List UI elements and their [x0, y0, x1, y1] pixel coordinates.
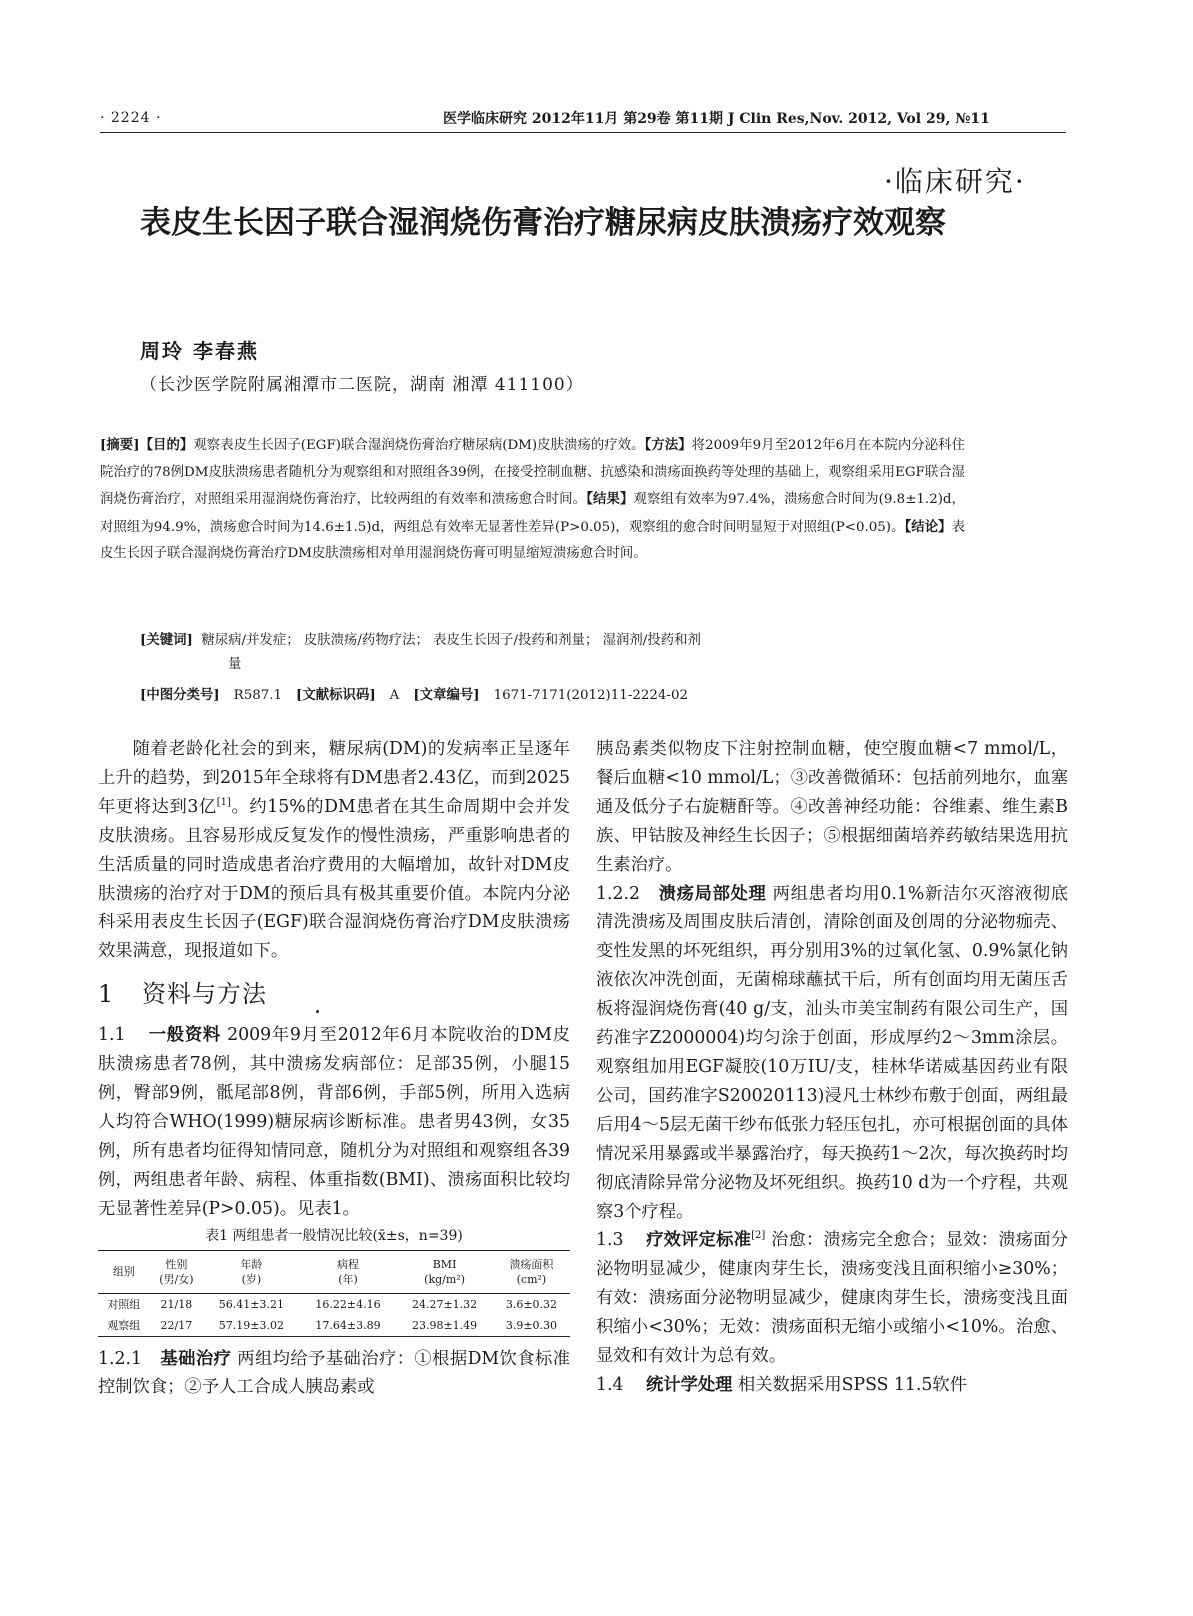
table-cell: 23.98±1.49: [396, 1315, 493, 1337]
subsection-1-1-text: 2009年9月至2012年6月本院收治的DM皮肤溃疡患者78例，其中溃疡发病部位：足部35例，小腿15例，臀部9例，骶尾部8例，背部6例，手部5例，所用入选病人均符合WHO(1999)糖尿病诊断标准。患者男43例，女35例，所有患者均征得知情同意，随机分为对照组和观察组各39例，两组患者年龄、病程、体重指数(BMI)、溃疡面积比较均无显著性差异(P>0.05)。见表1。: [98, 1025, 570, 1219]
clc-value: R587.1: [233, 688, 283, 703]
scan-speck: [316, 1010, 319, 1013]
subsection-1-4: [596, 1371, 1068, 1400]
purpose-label: 【目的】: [139, 437, 194, 453]
abstract-methods: 将2009年9月至2012年6月在本院内分泌科住院治疗的78例DM皮肤溃疡患者随机分为观察组和对照组各39例，在接受控制血糖、抗感染和溃疡面换药等处理的基础上，观察组采用EGF联合湿润烧伤膏治疗，对照组采用湿润烧伤膏治疗，比较两组的有效率和溃疡愈合时间。: [100, 438, 965, 507]
page-number: · 2224 ·: [100, 110, 162, 126]
th-course: 病程 (年): [300, 1250, 397, 1293]
abstract-purpose: 观察表皮生长因子(EGF)联合湿润烧伤膏治疗糖尿病(DM)皮肤溃疡的疗效。: [193, 438, 645, 453]
authors: 周玲 李春燕: [140, 339, 259, 363]
table-cell: 16.22±4.16: [315, 1297, 381, 1311]
subsection-1-4-number: 1.4: [596, 1374, 624, 1395]
methods-label: 【方法】: [644, 437, 692, 453]
subsection-1-2-2-title: 溃疡局部处理: [658, 883, 767, 904]
subsection-1-2-1-text: 两组均给予基础治疗：①根据DM饮食标准控制饮食；②予人工合成人胰岛素或: [98, 1348, 570, 1398]
conclusion-label: 【结论】: [904, 518, 952, 535]
subsection-1-3-text: 治愈：溃疡完全愈合；显效：溃疡面分泌物明显减少，健康肉芽生长，溃疡变浅且面积缩小≥30%；有效：溃疡面分泌物明显减少，健康肉芽生长，溃疡变浅且面积缩小<30%；无效：溃疡面积无缩小或缩小<10%。治愈、显效和有效计为总有效。: [596, 1230, 1068, 1367]
table-cell: 22/17: [150, 1315, 203, 1337]
subsection-1-3-number: 1.3: [596, 1230, 624, 1251]
treatment-paragraph: 胰岛素类似物皮下注射控制血糖，使空腹血糖<7 mmol/L，餐后血糖<10 mmol/L；③改善微循环：包括前列地尔，血塞通及低分子右旋糖酐等。④改善神经功能：谷维素、维生素B族、甲钴胺及神经生长因子；⑤根据细菌培养药敏结果选用抗生素治疗。: [596, 739, 1068, 875]
section-1-heading: [98, 980, 570, 1009]
table-cell: 56.41±3.21: [218, 1297, 284, 1311]
table-cell: 57.19±3.02: [203, 1315, 300, 1337]
abstract: [100, 432, 965, 568]
subsection-1-2-2-text: 两组患者均用0.1%新洁尔灭溶液彻底清洗溃疡及周围皮肤后清创，清除创面及创周的分泌物痂壳、变性发黑的坏死组织，再分别用3%的过氧化氢、0.9%氯化钠液依次冲洗创面，无菌棉球蘸拭干后，所有创面均用无菌压舌板将湿润烧伤膏(40 g/支，汕头市美宝制药有限公司生产，国药准字Z2000004)均匀涂于创面，形成厚约2～3mm涂层。观察组加用EGF凝胶(10万IU/支，桂林华诺威基因药业有限公司，国药准字S20020113)浸凡士林纱布敷于创面，两组最后用4～5层无菌干纱布低张力轻压包扎，亦可根据创面的具体情况采用暴露或半暴露治疗，每天换药1～2次，每次换药时均彻底清除异常分泌物及坏死组织。换药10 d为一个疗程，共观察3个疗程。: [596, 883, 1068, 1222]
table-cell: 3.9±0.30: [493, 1315, 570, 1337]
article-title: 表皮生长因子联合湿润烧伤膏治疗糖尿病皮肤溃疡疗效观察: [140, 205, 946, 241]
keywords-line2: 量: [228, 657, 242, 672]
table-cell: 观察组: [98, 1315, 150, 1337]
results-label: 【结果】: [586, 491, 634, 507]
intro-text: 随着老龄化社会的到来，糖尿病(DM)的发病率正呈逐年上升的趋势，到2015年全球将有DM患者2.43亿，而到2025年更将达到3亿: [98, 739, 570, 817]
table-cell: 17.64±3.89: [300, 1315, 397, 1337]
abstract-conclusion: 表皮生长因子联合湿润烧伤膏治疗DM皮肤溃疡相对单用湿润烧伤膏可明显缩短溃疡愈合时间。: [100, 519, 965, 561]
table-1-caption: 表1 两组患者一般情况比较(x̄±s，n=39): [205, 1227, 463, 1244]
table-cell: 24.27±1.32: [411, 1297, 478, 1311]
th-ulcer-area: 溃疡面积 (cm²): [493, 1250, 570, 1293]
table-row: [98, 1293, 570, 1315]
affiliation: （长沙医学院附属湘潭市二医院，湖南 湘潭 411100）: [140, 375, 584, 395]
keywords-label: [关键词]: [140, 632, 193, 648]
clc-label: [中图分类号]: [140, 687, 220, 703]
subsection-1-2-2-number: 1.2.2: [596, 883, 640, 904]
table-header-row: [98, 1250, 570, 1293]
doc-code-value: A: [389, 688, 400, 703]
subsection-1-2-1: [98, 1345, 570, 1403]
th-group: 组别: [98, 1250, 150, 1293]
table-cell: 3.6±0.32: [505, 1297, 558, 1311]
doc-code-label: [文献标识码]: [296, 687, 376, 703]
ref-2: [2]: [751, 1230, 766, 1242]
intro-paragraph: [98, 735, 570, 966]
table-cell: 对照组: [107, 1297, 141, 1311]
section-tag: ·临床研究·: [884, 165, 1026, 198]
right-column: [596, 735, 1068, 1400]
th-sex: 性别 (男/女): [150, 1250, 203, 1293]
subsection-1-1: [98, 1021, 570, 1223]
subsection-1-3: [596, 1226, 1068, 1371]
classification-line: [140, 684, 688, 703]
subsection-1-2-2: [596, 880, 1068, 1227]
left-column: [98, 735, 570, 1402]
subsection-1-3-title: 疗效评定标准: [646, 1230, 752, 1251]
th-bmi: BMI (kg/m²): [396, 1250, 493, 1293]
subsection-1-1-title: 一般资料: [148, 1025, 221, 1046]
intro-text-cont: 。约15%的DM患者在其生命周期中会并发皮肤溃疡。且容易形成反复发作的慢性溃疡，严重影响患者的生活质量的同时造成患者治疗费用的大幅增加，故针对DM皮肤溃疡的治疗对于DM的预后具有极其重要价值。本院内分泌科采用表皮生长因子(EGF)联合湿润烧伤膏治疗DM皮肤溃疡效果满意，现报道如下。: [98, 796, 571, 962]
article-no-label: [文章编号]: [413, 687, 480, 703]
subsection-1-2-1-title: 基础治疗: [160, 1348, 232, 1369]
journal-header: 医学临床研究 2012年11月 第29卷 第11期 J Clin Res,Nov. 2012, Vol 29, №11: [443, 111, 990, 127]
th-age: 年龄 (岁): [203, 1250, 300, 1293]
abstract-results: 观察组有效率为97.4%，溃疡愈合时间为(9.8±1.2)d，对照组为94.9%，溃疡愈合时间为14.6±1.5)d，两组总有效率无显著性差异(P>0.05)，观察组的愈合时间明显短于对照组(P<0.05)。: [100, 492, 966, 535]
article-no-value: 1671-7171(2012)11-2224-02: [493, 688, 688, 703]
subsection-1-2-1-number: 1.2.1: [98, 1348, 142, 1369]
abstract-label: [摘要]: [100, 437, 140, 453]
subsection-1-4-text: 相关数据采用SPSS 11.5软件: [732, 1374, 967, 1395]
subsection-1-4-title: 统计学处理: [646, 1374, 733, 1395]
keywords: [140, 628, 965, 677]
section-1-number: 1: [98, 980, 115, 1009]
subsection-1-1-number: 1.1: [98, 1025, 126, 1046]
table-1: [98, 1250, 570, 1337]
keywords-line1: 糖尿病/并发症； 皮肤溃疡/药物疗法； 表皮生长因子/投药和剂量； 湿润剂/投药和剂: [201, 633, 701, 648]
table-row: [98, 1315, 570, 1337]
table-cell: 21/18: [160, 1297, 193, 1311]
ref-1: [1]: [216, 797, 231, 809]
header-rule: [100, 132, 1066, 133]
section-1-title: 资料与方法: [142, 980, 267, 1009]
